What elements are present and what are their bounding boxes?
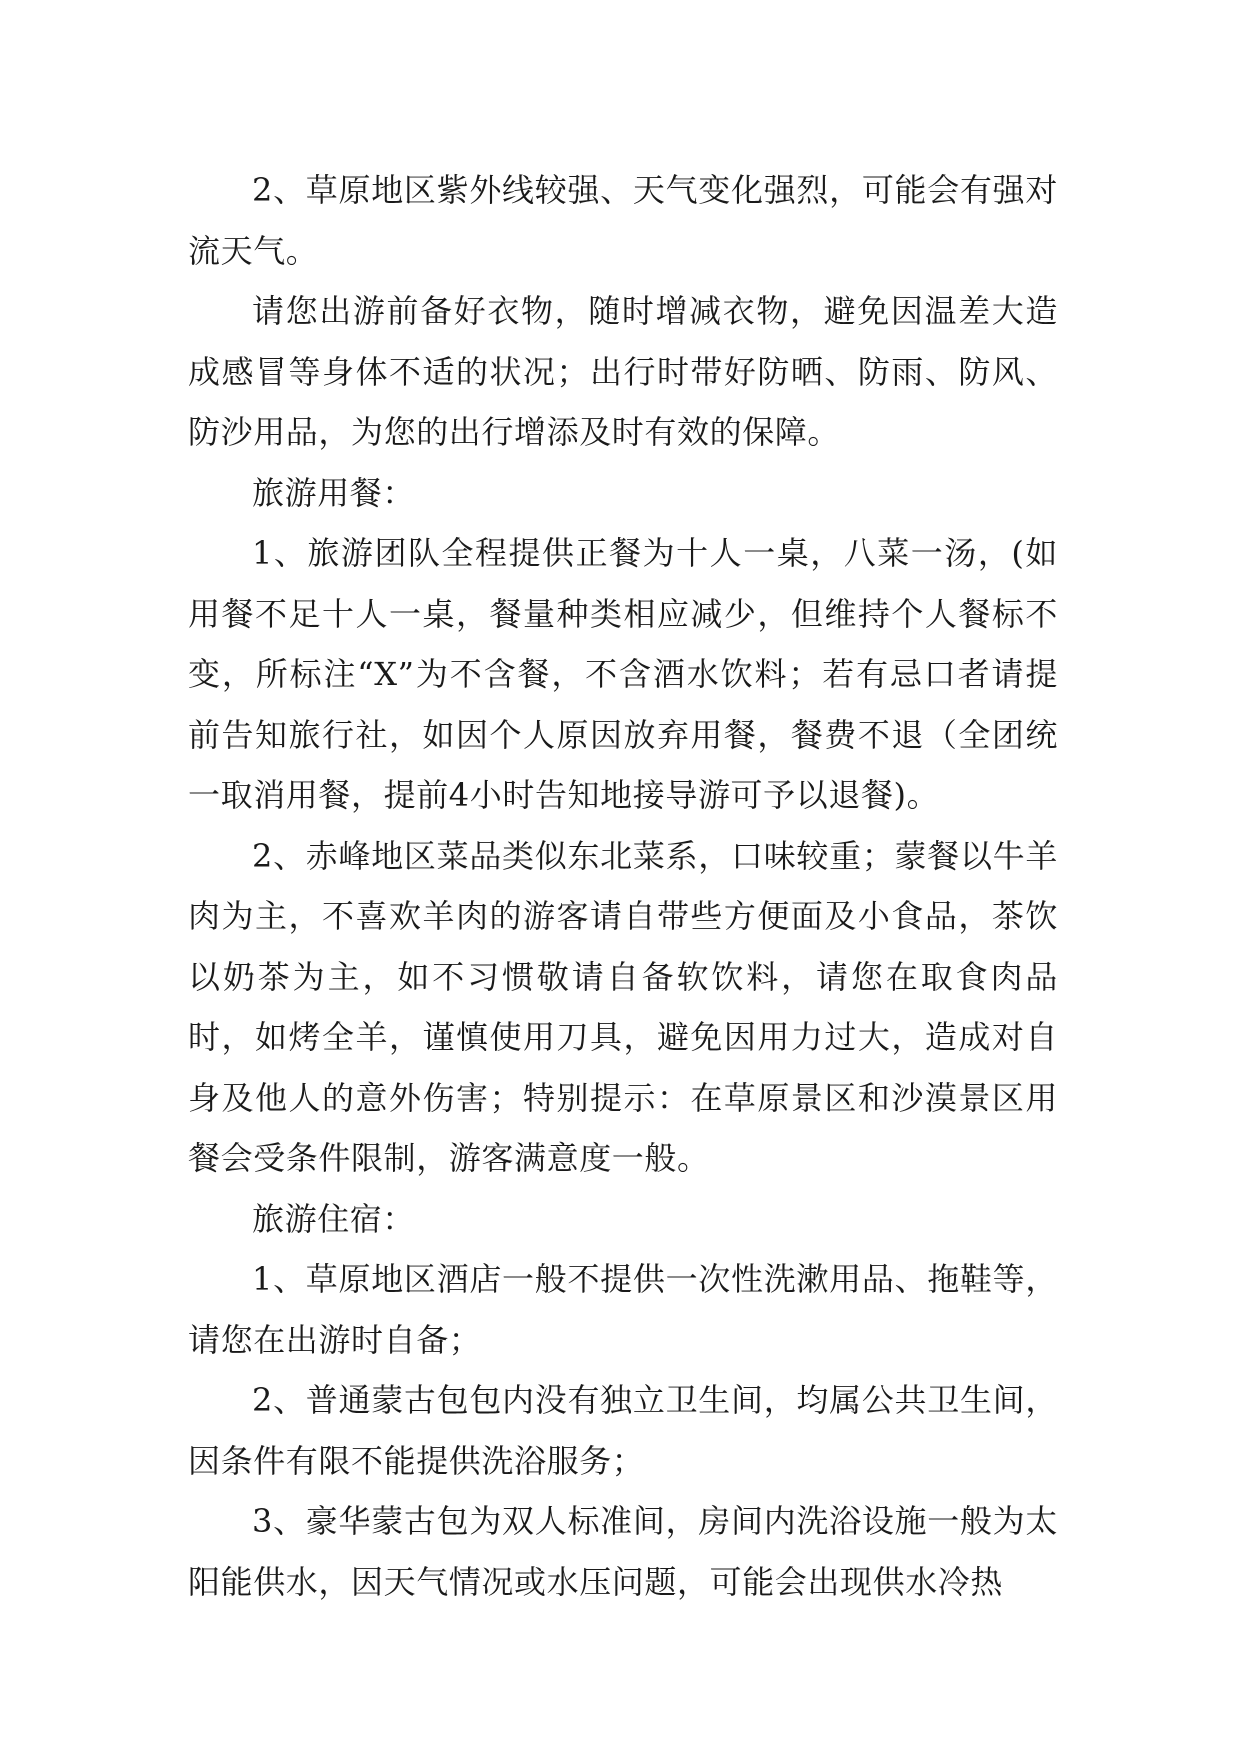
paragraph-dining-2: 2、赤峰地区菜品类似东北菜系，口味较重；蒙餐以牛羊肉为主，不喜欢羊肉的游客请自带些方便面及小食品，茶饮以奶茶为主，如不习惯敬请自备软饮料，请您在取食肉品时，如烤全羊，谨慎使用刀具，避免因用力过大，造成对自身及他人的意外伤害；特别提示：在草原景区和沙漠景区用餐会受条件限制，游客满意度一般。 bbox=[188, 836, 1058, 1177]
paragraph-clothing-advice: 请您出游前备好衣物，随时增减衣物，避免因温差大造成感冒等身体不适的状况；出行时带好防晒、防雨、防风、防沙用品，为您的出行增添及时有效的保障。 bbox=[188, 292, 1058, 451]
paragraph-dining-1: 1、旅游团队全程提供正餐为十人一桌，八菜一汤，(如用餐不足十人一桌，餐量种类相应减少，但维持个人餐标不变，所标注“X”为不含餐，不含酒水饮料；若有忌口者请提前告知旅行社，如因个人原因放弃用餐，餐费不退（全团统一取消用餐，提前4小时告知地接导游可予以退餐)。 bbox=[188, 534, 1058, 814]
section-heading-dining: 旅游用餐： bbox=[252, 473, 416, 512]
paragraph-lodging-3: 3、豪华蒙古包为双人标准间，房间内洗浴设施一般为太阳能供水，因天气情况或水压问题，可能会出现供水冷热 bbox=[188, 1502, 1058, 1601]
paragraph-weather: 2、草原地区紫外线较强、天气变化强烈，可能会有强对流天气。 bbox=[188, 171, 1058, 270]
paragraph-lodging-2: 2、普通蒙古包包内没有独立卫生间，均属公共卫生间，因条件有限不能提供洗浴服务； bbox=[188, 1381, 1058, 1480]
document-page bbox=[188, 160, 1058, 1612]
section-heading-lodging: 旅游住宿： bbox=[252, 1199, 416, 1238]
paragraph-lodging-1: 1、草原地区酒店一般不提供一次性洗漱用品、拖鞋等，请您在出游时自备； bbox=[188, 1260, 1058, 1359]
